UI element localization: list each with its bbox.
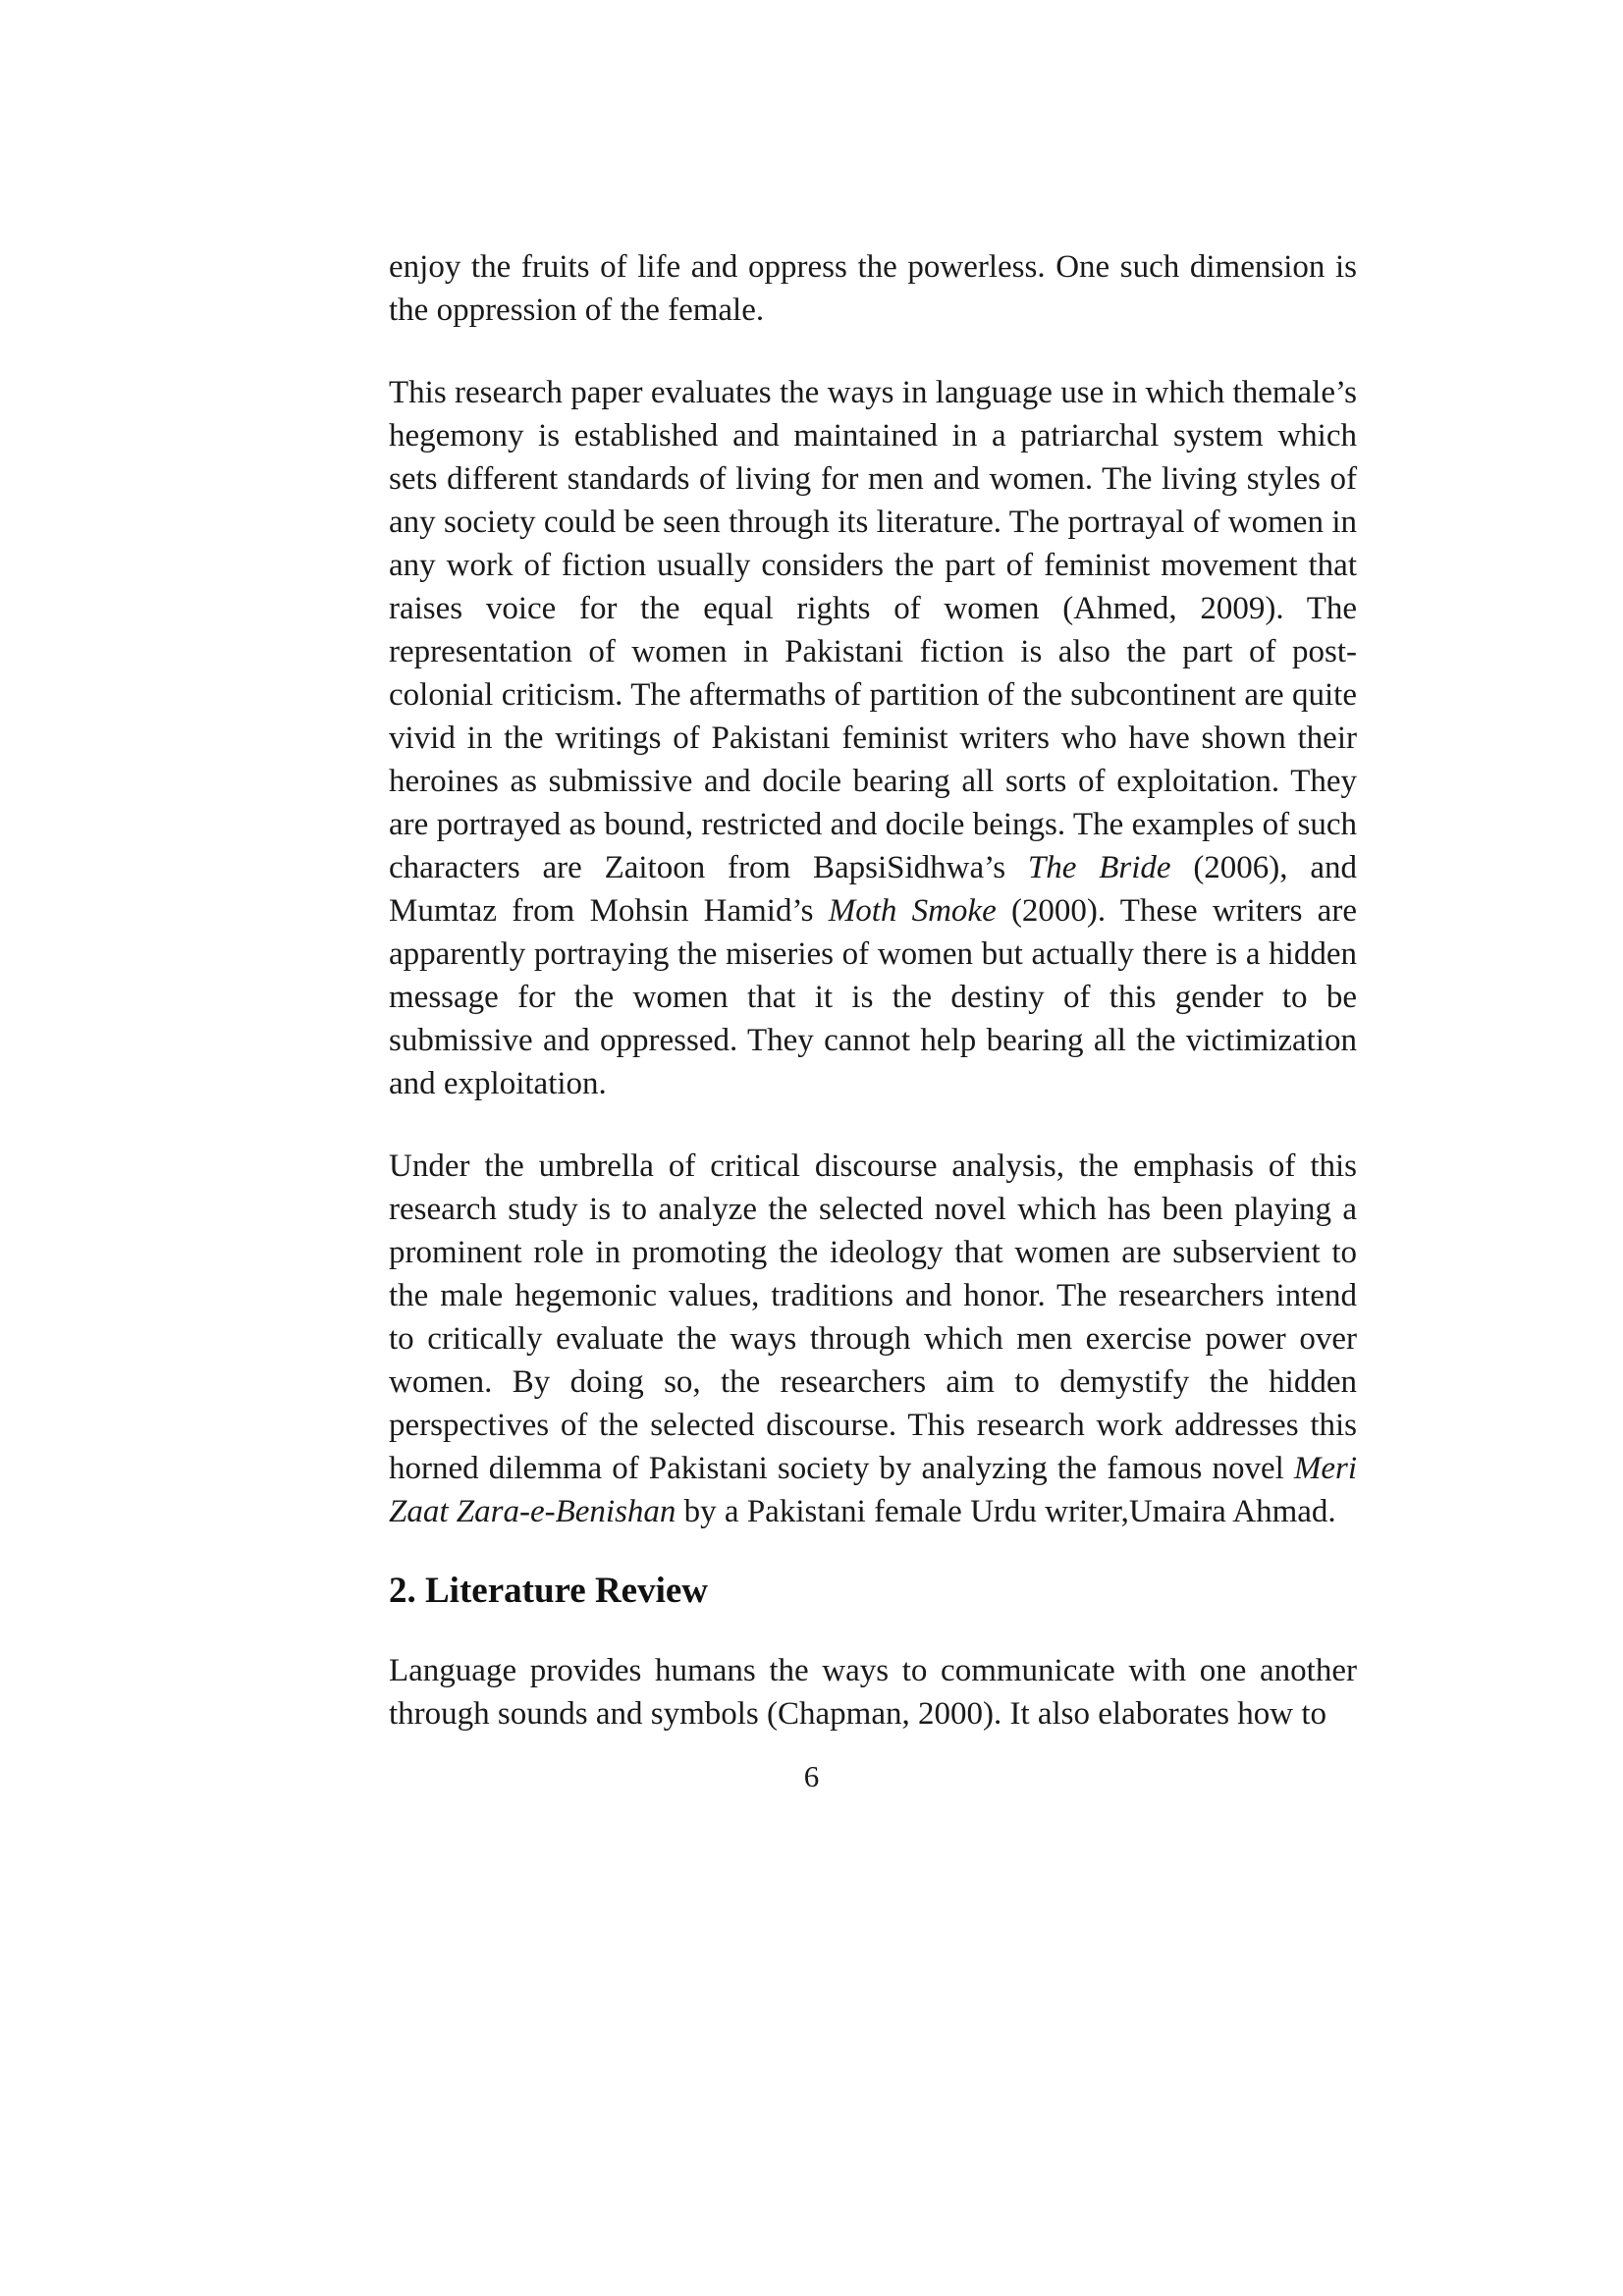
paragraph-intro — [389, 245, 1357, 332]
paragraph-text: (2000). These writers are apparently portraying the miseries of women but actually there is a hidden message for the women that it is the destiny of this gender to be submissive and oppressed. They cannot help bearing all the victimization and exploitation. — [389, 893, 1357, 1101]
page-number: 6 — [803, 1759, 820, 1793]
book-title-the-bride: The Bride — [1027, 850, 1171, 885]
paragraph-text: Under the umbrella of critical discourse analysis, the emphasis of this research study is to analyze the selected novel which has been playing a prominent role in promoting the ideology that women are subservient to the male hegemonic values, traditions and honor. The researchers intend to critically evaluate the ways through which men exercise power over women. By doing so, the researchers aim to demystify the hidden perspectives of the selected discourse. This research work addresses this horned dilemma of Pakistani society by analyzing the famous novel — [389, 1148, 1357, 1486]
paragraph-literature-review — [389, 1649, 1357, 1735]
page-body — [389, 245, 1357, 1735]
section-heading-literature-review: 2. Literature Review — [389, 1571, 709, 1611]
paragraph-intro-text: enjoy the fruits of life and oppress the powerless. One such dimension is the oppression of the female. — [389, 249, 1357, 328]
paragraph-text: by a Pakistani female Urdu writer,Umaira Ahmad. — [676, 1494, 1336, 1529]
book-title-moth-smoke: Moth Smoke — [828, 893, 997, 929]
paragraph-text: Language provides humans the ways to communicate with one another through sounds and symbols (Chapman, 2000). It also elaborates how to — [389, 1653, 1357, 1732]
paragraph-research-evaluation — [389, 371, 1357, 1105]
book-title-meri-zaat: Meri Zaat Zara-e-Benishan — [389, 1451, 1357, 1529]
paragraph-text: (2006), and Mumtaz from Mohsin Hamid’s — [389, 850, 1357, 929]
paragraph-text: This research paper evaluates the ways in language use in which themale’s hegemony is established and maintained in a patriarchal system which sets different standards of living for men and women. The living styles of any society could be seen through its literature. The portrayal of women in any work of fiction usually considers the part of feminist movement that raises voice for the equal rights of women (Ahmed, 2009). The representation of women in Pakistani fiction is also the part of post-colonial criticism. The aftermaths of partition of the subcontinent are quite vivid in the writings of Pakistani feminist writers who have shown their heroines as submissive and docile bearing all sorts of exploitation. They are portrayed as bound, restricted and docile beings. The examples of such characters are Zaitoon from BapsiSidhwa’s — [389, 375, 1357, 885]
paragraph-critical-discourse — [389, 1145, 1357, 1533]
